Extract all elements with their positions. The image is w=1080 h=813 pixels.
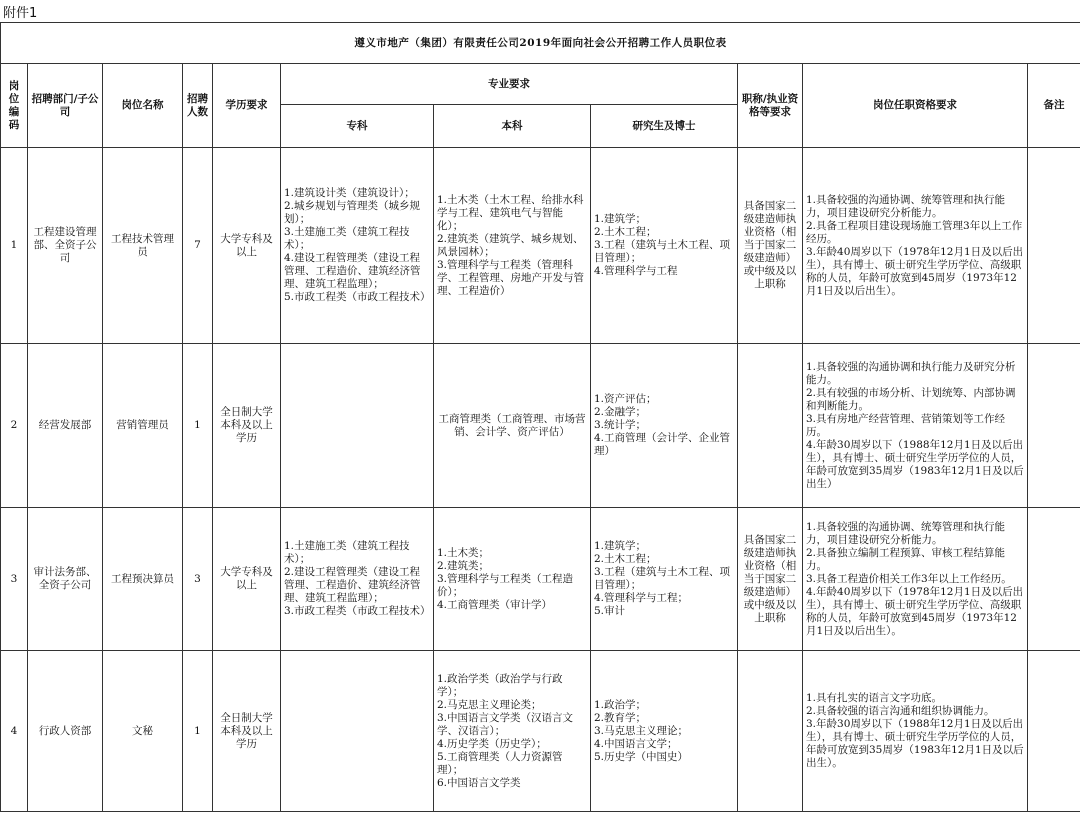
cell-major-college: 1.建筑设计类（建筑设计）； 2.城乡规划与管理类（城乡规划）； 3.土建施工类（建筑工程技术）； 4.建设工程管理类（建设工程管理、工程造价、建筑经济管理、建筑工程监理）； 5.市政工程类（市政工程技术） [281,148,434,344]
cell-major-bachelor: 工商管理类（工商管理、市场营销、会计学、资产评估） [434,344,591,508]
header-dept: 招聘部门/子公司 [28,64,103,148]
header-major-college: 专科 [281,105,434,148]
cell-major-graduate: 1.建筑学； 2.土木工程； 3.工程（建筑与土木工程、项目管理）； 4.管理科学与工程； 5.审计 [591,508,738,651]
header-major-graduate: 研究生及博士 [591,105,738,148]
cell-education: 全日制大学本科及以上学历 [213,344,281,508]
cell-position: 工程技术管理员 [103,148,183,344]
cell-remarks [1028,508,1080,651]
table-row [1,508,1080,651]
header-major-bachelor: 本科 [434,105,591,148]
annex-label: 附件1 [3,6,38,21]
cell-title-req: 具备国家二级建造师执业资格（相当于国家二级建造师）或中级及以上职称 [738,148,803,344]
cell-education: 大学专科及以上 [213,148,281,344]
cell-major-college [281,344,434,508]
cell-remarks [1028,651,1080,812]
cell-remarks [1028,344,1080,508]
cell-code: 1 [1,148,28,344]
cell-position: 文秘 [103,651,183,812]
cell-count: 1 [183,651,213,812]
cell-major-graduate: 1.政治学； 2.教育学； 3.马克思主义理论； 4.中国语言文学； 5.历史学（中国史） [591,651,738,812]
cell-title-req: 具备国家二级建造师执业资格（相当于国家二级建造师）或中级及以上职称 [738,508,803,651]
cell-education: 大学专科及以上 [213,508,281,651]
cell-major-graduate: 1.资产评估； 2.金融学； 3.统计学； 4.工商管理（会计学、企业管理） [591,344,738,508]
cell-title-req [738,651,803,812]
cell-position: 工程预决算员 [103,508,183,651]
cell-major-college [281,651,434,812]
cell-dept: 行政人资部 [28,651,103,812]
table-row [1,651,1080,812]
cell-dept: 审计法务部、全资子公司 [28,508,103,651]
cell-major-bachelor: 1.政治学类（政治学与行政学）； 2.马克思主义理论类； 3.中国语言文学类（汉语言文学、汉语言）； 4.历史学类（历史学）； 5.工商管理类（人力资源管理）； 6.中国语言文学类 [434,651,591,812]
cell-dept: 工程建设管理部、全资子公司 [28,148,103,344]
header-major-group: 专业要求 [281,64,738,105]
cell-major-bachelor: 1.土木类（土木工程、给排水科学与工程、建筑电气与智能化）； 2.建筑类（建筑学、城乡规划、风景园林）； 3.管理科学与工程类（管理科学、工程管理、房地产开发与管理、工程造价） [434,148,591,344]
job-table [0,22,1080,812]
cell-qualifications: 1.具备较强的沟通协调和执行能力及研究分析能力。 2.具有较强的市场分析、计划统筹、内部协调和判断能力。 3.具有房地产经营管理、营销策划等工作经历。 4.年龄30周岁以下（1988年12月1日及以后出生），具有博士、硕士研究生学历学位的人员，年龄可放宽到35周岁（1983年12月1日及以后出生） [803,344,1028,508]
cell-count: 7 [183,148,213,344]
cell-education: 全日制大学本科及以上学历 [213,651,281,812]
cell-qualifications: 1.具有扎实的语言文字功底。 2.具备较强的语言沟通和组织协调能力。 3.年龄30周岁以下（1988年12月1日及以后出生），具有博士、硕士研究生学历学位的人员，年龄可放宽到35周岁（1983年12月1日及以后出生）。 [803,651,1028,812]
cell-major-college: 1.土建施工类（建筑工程技术）； 2.建设工程管理类（建设工程管理、工程造价、建筑经济管理、建筑工程监理）； 3.市政工程类（市政工程技术） [281,508,434,651]
cell-remarks [1028,148,1080,344]
cell-position: 营销管理员 [103,344,183,508]
cell-title-req [738,344,803,508]
table-row [1,148,1080,344]
cell-code: 3 [1,508,28,651]
cell-qualifications: 1.具备较强的沟通协调、统筹管理和执行能力，项目建设研究分析能力。 2.具备工程项目建设现场施工管理3年以上工作经历。 3.年龄40周岁以下（1978年12月1日及以后出生），具有博士、硕士研究生学历学位、高级职称的人员，年龄可放宽到45周岁（1973年12月1日及以后出生）。 [803,148,1028,344]
header-position: 岗位名称 [103,64,183,148]
cell-code: 4 [1,651,28,812]
header-education: 学历要求 [213,64,281,148]
cell-count: 3 [183,508,213,651]
table-body [1,148,1080,812]
cell-major-bachelor: 1.土木类； 2.建筑类； 3.管理科学与工程类（工程造价）； 4.工商管理类（审计学） [434,508,591,651]
header-code: 岗位编码 [1,64,28,148]
table-row [1,344,1080,508]
header-count: 招聘人数 [183,64,213,148]
cell-dept: 经营发展部 [28,344,103,508]
header-remarks: 备注 [1028,64,1080,148]
cell-count: 1 [183,344,213,508]
cell-major-graduate: 1.建筑学； 2.土木工程； 3.工程（建筑与土木工程、项目管理）； 4.管理科学与工程 [591,148,738,344]
header-qualifications: 岗位任职资格要求 [803,64,1028,148]
cell-code: 2 [1,344,28,508]
table-title: 遵义市地产（集团）有限责任公司2019年面向社会公开招聘工作人员职位表 [1,23,1080,64]
header-title-req: 职称/执业资格等要求 [738,64,803,148]
cell-qualifications: 1.具备较强的沟通协调、统筹管理和执行能力，项目建设研究分析能力。 2.具备独立编制工程预算、审核工程结算能力。 3.具备工程造价相关工作3年以上工作经历。 4.年龄40周岁以下（1978年12月1日及以后出生），具有博士、硕士研究生学历学位、高级职称的人员，年龄可放宽到45周岁（1973年12月1日及以后出生）。 [803,508,1028,651]
